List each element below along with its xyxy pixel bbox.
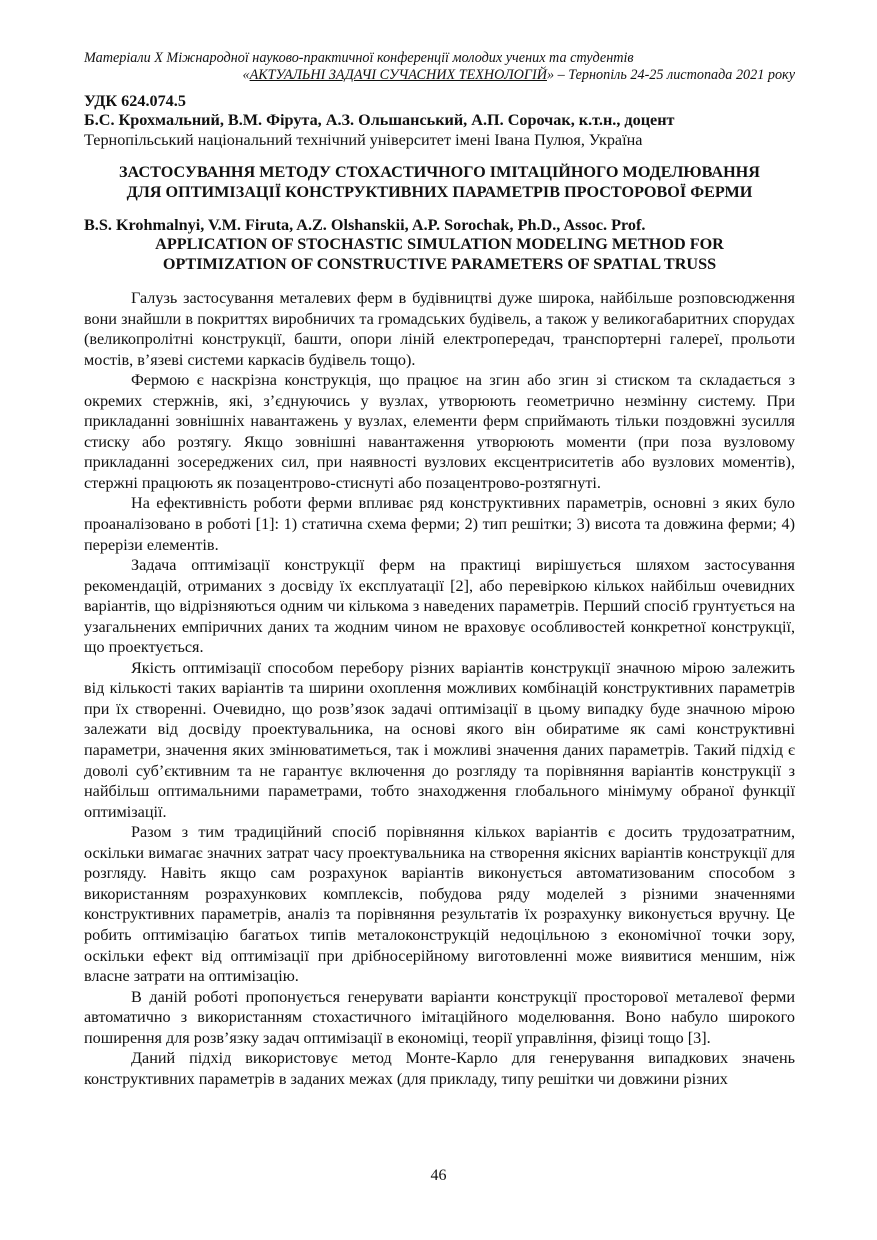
conference-header bbox=[84, 50, 795, 84]
paragraph: Фермою є наскрізна конструкція, що працює на згин або згин зі стиском та складається з окремих стержнів, які, з’єднуючись у вузлах, утворюють геометрично незмінну систему. При прикладанні зовнішніх навантажень у вузлах, елементи ферм сприймають тільки поздовжні зусилля стиску або розтягу. Якщо зовнішні навантаження утворюють моменти (при поза вузловому прикладанні зосереджених сил, при наявності вузлових ексцентриситетів або вузлових моментів), стержні працюють як позацентрово-стиснуті або позацентрово-розтягнуті. bbox=[84, 371, 795, 492]
conference-name: АКТУАЛЬНІ ЗАДАЧІ СУЧАСНИХ ТЕХНОЛОГІЙ bbox=[249, 67, 547, 83]
conference-header-line2: «АКТУАЛЬНІ ЗАДАЧІ СУЧАСНИХ ТЕХНОЛОГІЙ» – Тернопіль 24-25 листопада 2021 року bbox=[242, 67, 795, 83]
paragraph: Якість оптимізації способом перебору різних варіантів конструкції значною мірою залежить від кількості таких варіантів та ширини охоплення можливих комбінацій конструктивних параметрів при їх створенні. Очевидно, що розв’язок задачі оптимізації в цьому випадку буде значною мірою залежати від досвіду проектувальника, на основі якого він обиратиме як самі конструктивні параметри, значення яких змінюватиметься, так і можливі значення даних параметрів. Такий підхід є доволі суб’єктивним та не гарантує включення до розгляду та порівняння варіантів конструкції з найбільш оптимальними параметрами, тобто знаходження глобального мінімуму обраної функції оптимізації. bbox=[84, 658, 795, 821]
paragraph: В даній роботі пропонується генерувати варіанти конструкції просторової металевої ферми автоматично з використанням стохастичного імітаційного моделювання. Воно набуло широкого поширення для розв’язку задач оптимізації в економіці, теорії управління, фізиці тощо [3]. bbox=[84, 987, 795, 1047]
title-en-line: OPTIMIZATION OF CONSTRUCTIVE PARAMETERS OF SPATIAL TRUSS bbox=[162, 254, 717, 273]
title-ua bbox=[84, 163, 795, 202]
title-ua-line: ЗАСТОСУВАННЯ МЕТОДУ СТОХАСТИЧНОГО ІМІТАЦІЙНОГО МОДЕЛЮВАННЯ bbox=[119, 163, 760, 181]
affiliation: Тернопільський національний технічний університет імені Івана Пулюя, Україна bbox=[84, 131, 643, 149]
title-ua-line: ДЛЯ ОПТИМІЗАЦІЇ КОНСТРУКТИВНИХ ПАРАМЕТРІВ ПРОСТОРОВОЇ ФЕРМИ bbox=[126, 182, 753, 201]
title-en bbox=[84, 235, 795, 274]
paragraph: Задача оптимізації конструкції ферм на практиці вирішується шляхом застосування рекомендацій, отриманих з досвіду їх експлуатації [2], або перевіркою кількох найбільш очевидних варіантів, що відрізняються одним чи кількома з наведених параметрів. Перший спосіб грунтується на узагальнених емпіричних даних та жодним чином не враховує особливостей конкретної конструкції, що проектується. bbox=[84, 556, 795, 657]
page-number: 46 bbox=[430, 1167, 447, 1184]
paragraph: Даний підхід використовує метод Монте-Карло для генерування випадкових значень конструктивних параметрів в заданих межах (для прикладу, типу решітки чи довжини різних bbox=[84, 1049, 795, 1088]
udk-code: УДК 624.074.5 bbox=[84, 92, 186, 110]
conference-header-line1: Матеріали X Міжнародної науково-практичної конференції молодих учених та студентів bbox=[84, 50, 634, 66]
paragraph: Галузь застосування металевих ферм в будівництві дуже широка, найбільше розповсюдження вони знайшли в покриттях виробничих та громадських будівель, а також у великогабаритних спорудах (великопролітні конструкції, башти, опори ліній електропередач, транспортерні галереї, прольоти мостів, в’язеві системи каркасів будівель тощо). bbox=[84, 289, 795, 369]
document-page bbox=[84, 50, 795, 1089]
article-body bbox=[84, 288, 795, 1089]
title-en-line: APPLICATION OF STOCHASTIC SIMULATION MODELING METHOD FOR bbox=[155, 235, 724, 253]
authors-en: B.S. Krohmalnyi, V.M. Firuta, A.Z. Olshanskii, A.P. Sorochak, Ph.D., Assoc. Prof. bbox=[84, 216, 646, 234]
paragraph: На ефективність роботи ферми впливає ряд конструктивних параметрів, основні з яких було проаналізовано в роботі [1]: 1) статична схема ферми; 2) тип решітки; 3) висота та довжина ферми; 4) перерізи елементів. bbox=[84, 494, 795, 554]
authors-ua: Б.С. Крохмальний, В.М. Фірута, А.З. Ольшанський, А.П. Сорочак, к.т.н., доцент bbox=[84, 111, 675, 129]
paragraph: Разом з тим традиційний спосіб порівняння кількох варіантів є досить трудозатратним, оскільки вимагає значних затрат часу проектувальника на створення якісних варіантів конструкції для розгляду. Навіть якщо сам розрахунок варіантів виконується автоматизованим способом з використанням розрахункових комплексів, побудова ряду моделей з різними значеннями конструктивних параметрів, аналіз та порівняння результатів їх розрахунку виконується вручну. Це робить оптимізацію багатьох типів металоконструкцій недоцільною з економічної точки зору, оскільки ефект від оптимізації при дрібносерійному виготовленні може виявитися меншим, ніж власне затрати на оптимізацію. bbox=[84, 823, 795, 986]
